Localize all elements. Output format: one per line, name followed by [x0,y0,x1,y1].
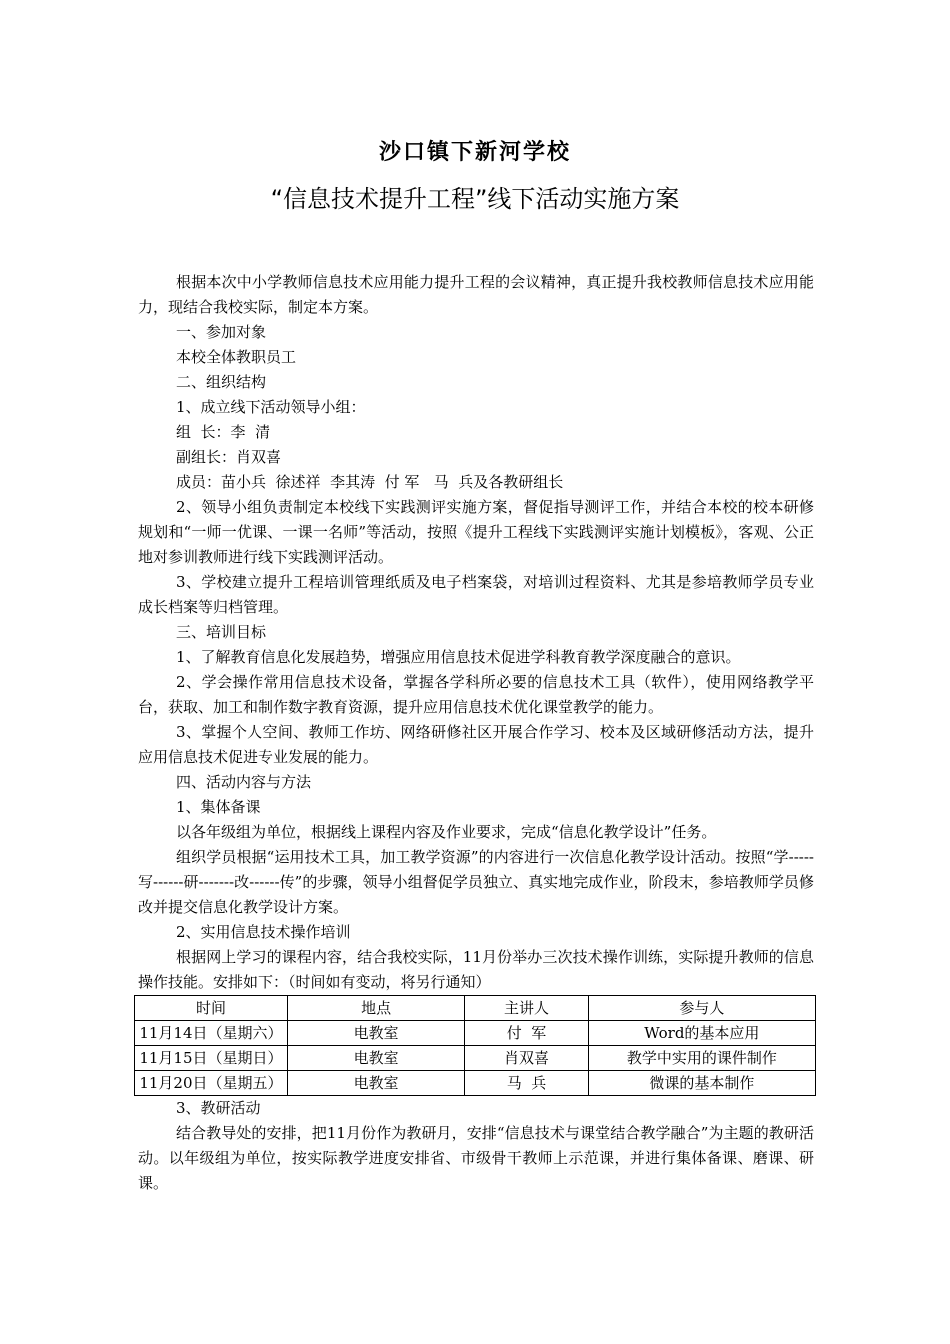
table-cell: 11月14日（星期六） [135,1021,288,1046]
school-name: 沙口镇下新河学校 [378,140,571,165]
paragraph: 2、实用信息技术操作培训 [176,923,351,941]
paragraph: 以各年级组为单位，根据线上课程内容及作业要求，完成“信息化教学设计”任务。 [176,823,717,841]
paragraph: 根据网上学习的课程内容，结合我校实际，11月份举办三次技术操作训练，实际提升教师的信息操作技能。安排如下：（时间如有变动，将另行通知） [138,948,814,991]
paragraph: 2、领导小组负责制定本校线下实践测评实施方案，督促指导测评工作，并结合本校的校本研修规划和“一师一优课、一课一名师”等活动，按照《提升工程线下实践测评实施计划模板》，客观、公正地对参训教师进行线下实践测评活动。 [138,498,814,566]
intro-paragraph: 根据本次中小学教师信息技术应用能力提升工程的会议精神，真正提升我校教师信息技术应用能力，现结合我校实际，制定本方案。 [138,273,814,316]
paragraph: 2、学会操作常用信息技术设备，掌握各学科所必要的信息技术工具（软件），使用网络教学平台，获取、加工和制作数字教育资源，提升应用信息技术优化课堂教学的能力。 [138,673,814,716]
table-row [135,1021,816,1046]
table-cell: 付 军 [465,1021,588,1046]
table-cell: 11月15日（星期日） [135,1046,288,1071]
paragraph: 组织学员根据“运用技术工具，加工教学资源”的内容进行一次信息化教学设计活动。按照“学-----写------研-------改------传”的步骤，领导小组督促学员独立、真实地完成作业，阶段末，参培教师学员修改并提交信息化教学设计方案。 [138,848,814,916]
table-row [135,1071,816,1096]
table-cell: 肖双喜 [465,1046,588,1071]
table-cell: 微课的基本制作 [588,1071,815,1096]
paragraph: 1、成立线下活动领导小组： [176,398,366,416]
leader-line: 组 长：李 清 [176,423,271,441]
section-heading: 四、活动内容与方法 [176,773,312,791]
table-cell: 11月20日（星期五） [135,1071,288,1096]
document-body [138,270,814,1196]
members-line: 成员：苗小兵 徐述祥 李其涛 付 军 马 兵及各教研组长 [176,473,564,491]
table-header-cell: 参与人 [588,996,815,1021]
section-heading: 二、组织结构 [176,373,267,391]
table-row [135,1046,816,1071]
table-header-cell: 主讲人 [465,996,588,1021]
paragraph: 1、了解教育信息化发展趋势，增强应用信息技术促进学科教育教学深度融合的意识。 [176,648,741,666]
table-header-cell: 地点 [287,996,465,1021]
vice-leader-line: 副组长：肖双喜 [176,448,282,466]
table-cell: 马 兵 [465,1071,588,1096]
paragraph: 本校全体教职员工 [176,348,297,366]
paragraph: 3、学校建立提升工程培训管理纸质及电子档案袋，对培训过程资料、尤其是参培教师学员专业成长档案等归档管理。 [138,573,814,616]
section-heading: 一、参加对象 [176,323,267,341]
section-heading: 三、培训目标 [176,623,267,641]
paragraph: 3、教研活动 [176,1099,261,1117]
document-title: “信息技术提升工程”线下活动实施方案 [270,185,680,213]
table-cell: 电教室 [287,1071,465,1096]
table-cell: 教学中实用的课件制作 [588,1046,815,1071]
paragraph: 结合教导处的安排，把11月份作为教研月，安排“信息技术与课堂结合教学融合”为主题的教研活动。以年级组为单位，按实际教学进度安排省、市级骨干教师上示范课，并进行集体备课、磨课、研课。 [138,1124,814,1192]
table-header-row [135,996,816,1021]
table-cell: 电教室 [287,1021,465,1046]
table-header-cell: 时间 [135,996,288,1021]
paragraph: 3、掌握个人空间、教师工作坊、网络研修社区开展合作学习、校本及区域研修活动方法，提升应用信息技术促进专业发展的能力。 [138,723,814,766]
paragraph: 1、集体备课 [176,798,261,816]
schedule-table [134,995,816,1096]
table-cell: Word的基本应用 [588,1021,815,1046]
table-cell: 电教室 [287,1046,465,1071]
